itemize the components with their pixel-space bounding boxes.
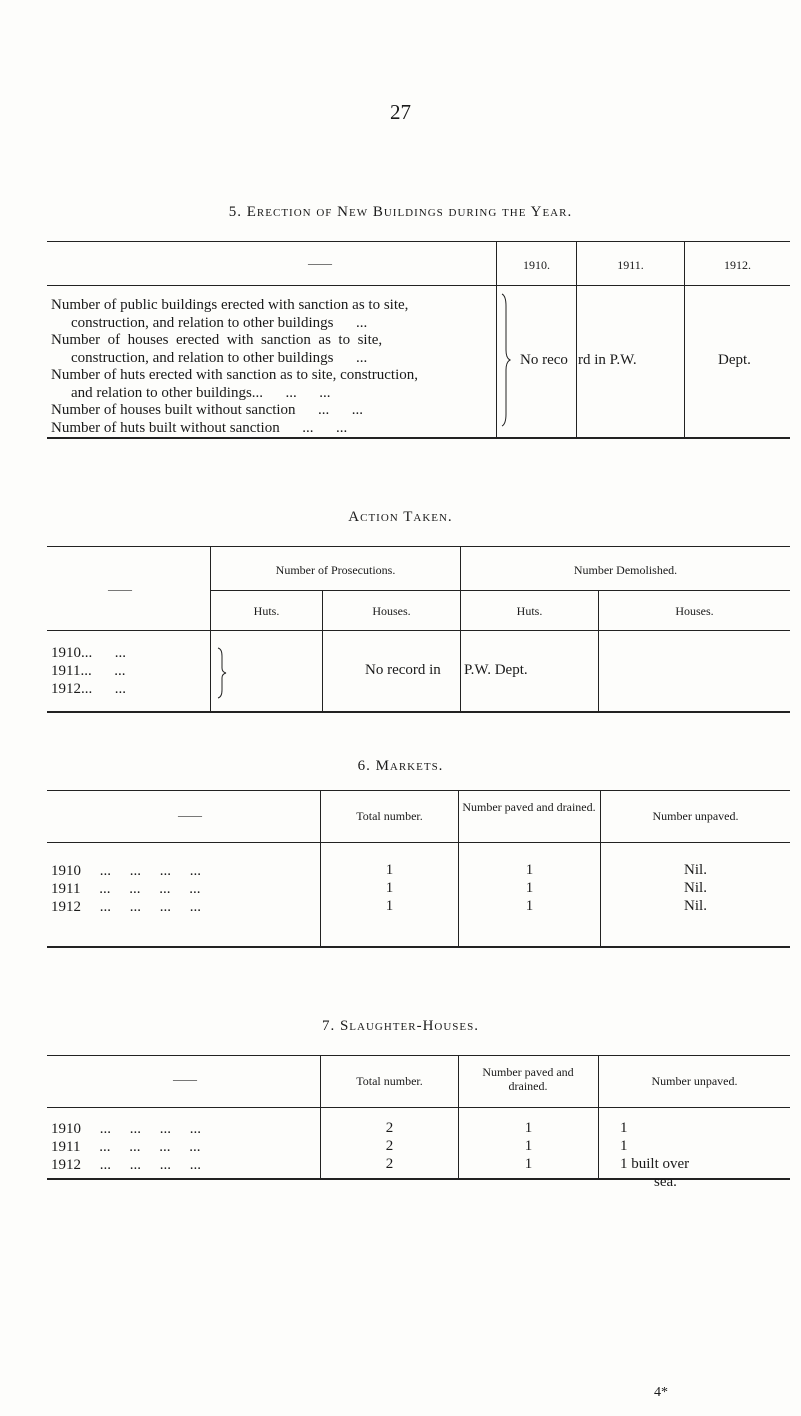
rule [47,437,790,439]
total-cell: 1 [385,880,394,896]
total-header: Total number. [356,1074,423,1088]
paved-cell: 1 [524,1156,533,1172]
total-cell: 1 [385,862,394,878]
stub-dash: —— [178,808,202,822]
rule [47,1107,790,1108]
row-label: Number of houses erected with sanction as to site, [51,332,383,348]
brace-icon [216,646,228,700]
row-label: Number of public buildings erected with sanction as to site, [51,297,409,313]
brace-icon [500,292,512,428]
total-cell: 2 [385,1156,394,1172]
rule [210,590,790,591]
paved-cell: 1 [525,880,534,896]
unpaved-cell: 1 [620,1138,628,1154]
year-row: 1910... ... [51,645,126,661]
row-label: Number of huts erected with sanction as to site, construction, [51,367,418,383]
year-cell: 1911 ... ... ... ... [51,881,201,897]
huts-header: Huts. [253,604,280,618]
year-row: 1911... ... [51,663,126,679]
stub-dash: —— [173,1072,197,1086]
no-record-part1: No record in [365,662,441,678]
year-row: 1912... ... [51,681,126,697]
demolished-header: Number Demolished. [573,563,678,577]
row-label: Number of huts built without sanction ... ... [51,420,348,436]
total-cell: 1 [385,898,394,914]
unpaved-header: Number unpaved. [651,1074,738,1088]
year-cell: 1912 ... ... ... ... [51,899,201,915]
unpaved-cell: Nil. [684,880,707,896]
year-cell: 1911 ... ... ... ... [51,1139,201,1155]
footer-mark: 4* [654,1385,668,1400]
huts-header: Huts. [516,604,543,618]
no-record-part1: No reco [520,352,568,368]
total-cell: 2 [385,1138,394,1154]
rule [47,285,790,286]
unpaved-header: Number unpaved. [652,809,739,823]
paved-header: Number paved and drained. [482,1065,574,1093]
houses-header: Houses. [372,604,411,618]
rule [47,630,790,631]
total-header: Total number. [356,809,423,823]
unpaved-note: sea. [654,1174,677,1190]
rule [47,790,790,791]
page-number: 27 [390,100,411,124]
unpaved-cell: 1 [620,1120,628,1136]
action-title: Action Taken. [348,509,453,525]
no-record-part2: rd in P.W. [578,352,637,368]
year-cell: 1910 ... ... ... ... [51,1121,201,1137]
paved-cell: 1 [525,862,534,878]
paved-cell: 1 [524,1120,533,1136]
unpaved-cell: Nil. [684,862,707,878]
rule [47,711,790,713]
paved-cell: 1 [525,898,534,914]
rule [47,842,790,843]
year-cell: 1912 ... ... ... ... [51,1157,201,1173]
no-record-part3: Dept. [718,352,751,368]
paved-header: Number paved and drained. [462,800,596,814]
markets-title: 6. Markets. [357,758,444,774]
houses-header: Houses. [675,604,714,618]
no-record-part2: P.W. Dept. [464,662,528,678]
stub-dash: —— [108,582,132,596]
rule [47,946,790,948]
stub-dash: —— [308,256,332,270]
row-label: construction, and relation to other buildings ... [71,315,368,331]
section5-title: 5. Erection of New Buildings during the Year. [228,204,573,220]
unpaved-cell: Nil. [684,898,707,914]
rule [47,1055,790,1056]
slaughter-title: 7. Slaughter-Houses. [321,1018,480,1034]
prosecutions-header: Number of Prosecutions. [275,563,396,577]
rule [47,241,790,242]
rule [47,546,790,547]
row-label: construction, and relation to other buildings ... [71,350,368,366]
row-label: Number of houses built without sanction ... ... [51,402,364,418]
col-1910: 1910. [523,258,550,272]
row-label: and relation to other buildings... ... ... [71,385,331,401]
total-cell: 2 [385,1120,394,1136]
rule [47,1178,790,1180]
unpaved-cell: 1 built over [620,1156,690,1172]
year-cell: 1910 ... ... ... ... [51,863,201,879]
col-1912: 1912. [724,258,751,272]
col-1911: 1911. [617,258,644,272]
paved-cell: 1 [524,1138,533,1154]
